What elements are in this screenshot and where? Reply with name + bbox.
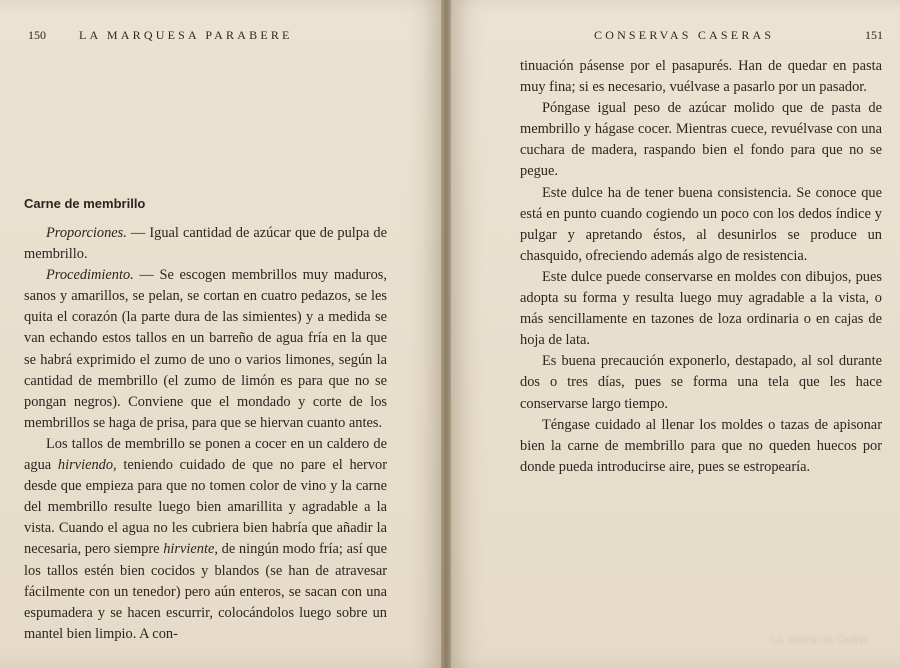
left-page <box>0 0 446 668</box>
right-page <box>446 0 900 668</box>
paragraph: Es buena precaución exponerlo, destapado, al sol durante dos o tres días, pues se forma una tela que les hace conservarse largo tiempo. <box>520 353 882 412</box>
procedure-paragraph <box>24 265 387 434</box>
procedure-text: — Se escogen membrillos muy maduros, sanos y amarillos, se pelan, se cortan en cuatro pedazos, se les quita el corazón (la parte dura de las simientes) y a medida se van echando estos tallos en un barreño de agua fría en la que se habrá exprimido el zumo de uno o varios limones, según la cantidad de membrillo (el zumo de limón es para que no se pongan negros). Conviene que el mondado y corte de los membrillos se haga de prisa, para que se hiervan cuanto antes. <box>24 267 387 431</box>
procedure-label: Procedimiento. <box>46 267 134 284</box>
cooking-paragraph <box>24 434 387 645</box>
recipe-title: Carne de membrillo <box>24 196 146 211</box>
watermark: La cocina de Catina <box>771 634 869 646</box>
proportions-label: Proporciones. <box>46 225 127 241</box>
cooking-italic-1: hirviendo, <box>57 457 117 474</box>
book-gutter <box>441 0 451 668</box>
left-page-body <box>24 194 387 645</box>
cooking-text-1: Los tallos de membrillo se ponen a cocer en un caldero de agua <box>24 435 387 474</box>
paragraph: Este dulce puede conservarse en moldes con dibujos, pues adopta su forma y resulta luego muy agradable a la vista, o más sencillamente en tazones de loza ordinaria o en cajas de hoja de lata. <box>520 268 882 349</box>
cooking-italic-2: hirviente, <box>163 541 218 558</box>
paragraph: Este dulce ha de tener buena consistencia. Se conoce que está en punto cuando cogiendo un poco con los dedos índice y pulgar y apretando éstos, al desunirlos se produce un chasquido, ofreciendo además algo de resistencia. <box>520 184 882 264</box>
page-number-right: 151 <box>865 28 883 42</box>
paragraph: Póngase igual peso de azúcar molido que de pasta de membrillo y hágase cocer. Mientras cuece, revuélvase con una cuchara de madera, raspando bien el fondo para que no se pegue. <box>520 100 882 180</box>
paragraph: tinuación pásense por el pasapurés. Han de quedar en pasta muy fina; si es necesario, vuélvase a pasarlo por un pasador. <box>520 58 882 96</box>
cooking-text-3: de ningún modo fría; así que los tallos estén bien cocidos y blandos (se han de atravesar fácilmente con un tenedor) pero aún enteros, se sacan con una espumadera y se hacen escurrir, colocándolos luego sobre un mantel bien limpio. A con- <box>24 541 388 642</box>
right-page-body <box>520 56 882 478</box>
running-head-right: CONSERVAS CASERAS <box>594 28 775 42</box>
running-head-left: LA MARQUESA PARABERE <box>79 28 293 42</box>
page-number-left: 150 <box>28 28 46 42</box>
proportions-paragraph <box>24 223 387 265</box>
proportions-text: — Igual cantidad de azúcar que de pulpa de membrillo. <box>24 225 387 263</box>
cooking-text-2: teniendo cuidado de que no pare el hervor desde que empieza para que no tomen color de vino y la carne del membrillo resulte luego bien amarillita y agradable a la vista. Cuando el agua no les cubriera bien habría que añadir la necesaria, pero siempre <box>24 457 387 558</box>
paragraph: Téngase cuidado al llenar los moldes o tazas de apisonar bien la carne de membrillo para que no queden huecos por donde pueda introducirse aire, pues se estropearía. <box>520 416 882 475</box>
